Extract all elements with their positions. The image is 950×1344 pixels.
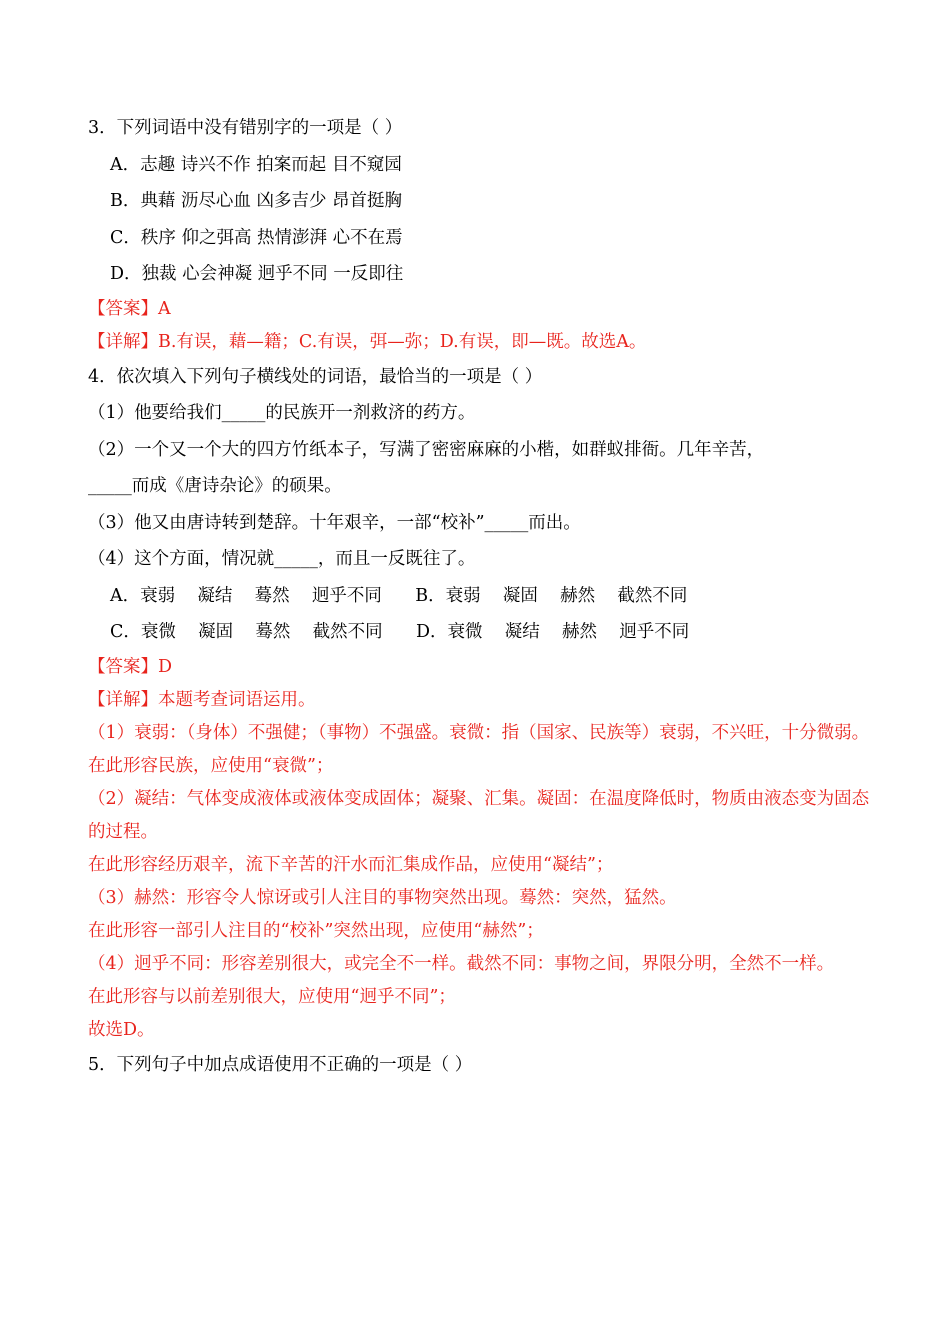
question-3-answer: 【答案】A bbox=[88, 298, 171, 319]
question-3-option-d: D．独裁 心会神凝 迥乎不同 一反即往 bbox=[110, 264, 404, 284]
question-4-sentence-4: （4）这个方面，情况就_____，而且一反既往了。 bbox=[88, 549, 476, 569]
question-3-explanation: 【详解】B.有误，藉—籍；C.有误，弭—弥；D.有误，即—既。故选A。 bbox=[88, 331, 647, 352]
question-4-options-ab: A．衰弱 凝结 蓦然 迥乎不同 B．衰弱 凝固 赫然 截然不同 bbox=[110, 585, 688, 606]
question-4-explain-1: （1）衰弱：（身体）不强健；（事物）不强盛。衰微：指（国家、民族等）衰弱，不兴旺，十分微弱。 bbox=[88, 722, 870, 743]
question-4-sentence-2a: （2）一个又一个大的四方竹纸本子，写满了密密麻麻的小楷，如群蚁排衙。几年辛苦， bbox=[88, 439, 765, 460]
question-4-explain-2: （2）凝结：气体变成液体或液体变成固体；凝聚、汇集。凝固：在温度降低时，物质由液态变为固态的过程。 bbox=[88, 788, 870, 842]
question-4-stem: 4．依次填入下列句子横线处的词语，最恰当的一项是（ ） bbox=[88, 366, 543, 387]
question-3-option-c: C．秩序 仰之弭高 热情澎湃 心不在焉 bbox=[110, 227, 403, 248]
question-4-explain-4-conclusion: 在此形容与以前差别很大，应使用“迥乎不同”； bbox=[88, 986, 456, 1007]
question-4-sentence-3: （3）他又由唐诗转到楚辞。十年艰辛，一部“校补”_____而出。 bbox=[88, 512, 581, 533]
question-3-option-a: A．志趣 诗兴不作 拍案而起 目不窥园 bbox=[110, 154, 402, 175]
question-4-explain-4: （4）迥乎不同：形容差别很大，或完全不一样。截然不同：事物之间，界限分明，全然不一样。 bbox=[88, 953, 835, 974]
question-3-stem: 3．下列词语中没有错别字的一项是（ ） bbox=[88, 118, 403, 138]
question-4-answer: 【答案】D bbox=[88, 656, 173, 677]
question-4-sentence-2b: _____而成《唐诗杂论》的硕果。 bbox=[88, 476, 342, 496]
question-4-explain-3-conclusion: 在此形容一部引人注目的“校补”突然出现，应使用“赫然”； bbox=[88, 920, 544, 941]
question-4-explain-final: 故选D。 bbox=[88, 1019, 155, 1040]
question-4-sentence-1: （1）他要给我们_____的民族开一剂救济的药方。 bbox=[88, 403, 476, 423]
question-5-stem: 5．下列句子中加点成语使用不正确的一项是（ ） bbox=[88, 1054, 473, 1075]
question-4-explain-3: （3）赫然：形容令人惊讶或引人注目的事物突然出现。蓦然：突然，猛然。 bbox=[88, 887, 677, 908]
question-4-explain-intro: 【详解】本题考查词语运用。 bbox=[88, 689, 316, 710]
question-4-options-cd: C．衰微 凝固 蓦然 截然不同 D．衰微 凝结 赫然 迥乎不同 bbox=[110, 622, 690, 642]
question-4-explain-1-conclusion: 在此形容民族，应使用“衰微”； bbox=[88, 755, 334, 776]
question-4-explain-2-conclusion: 在此形容经历艰辛，流下辛苦的汗水而汇集成作品，应使用“凝结”； bbox=[88, 854, 614, 875]
document-page bbox=[88, 110, 878, 1083]
question-3-option-b: B．典藉 沥尽心血 凶多吉少 昂首挺胸 bbox=[110, 191, 403, 211]
